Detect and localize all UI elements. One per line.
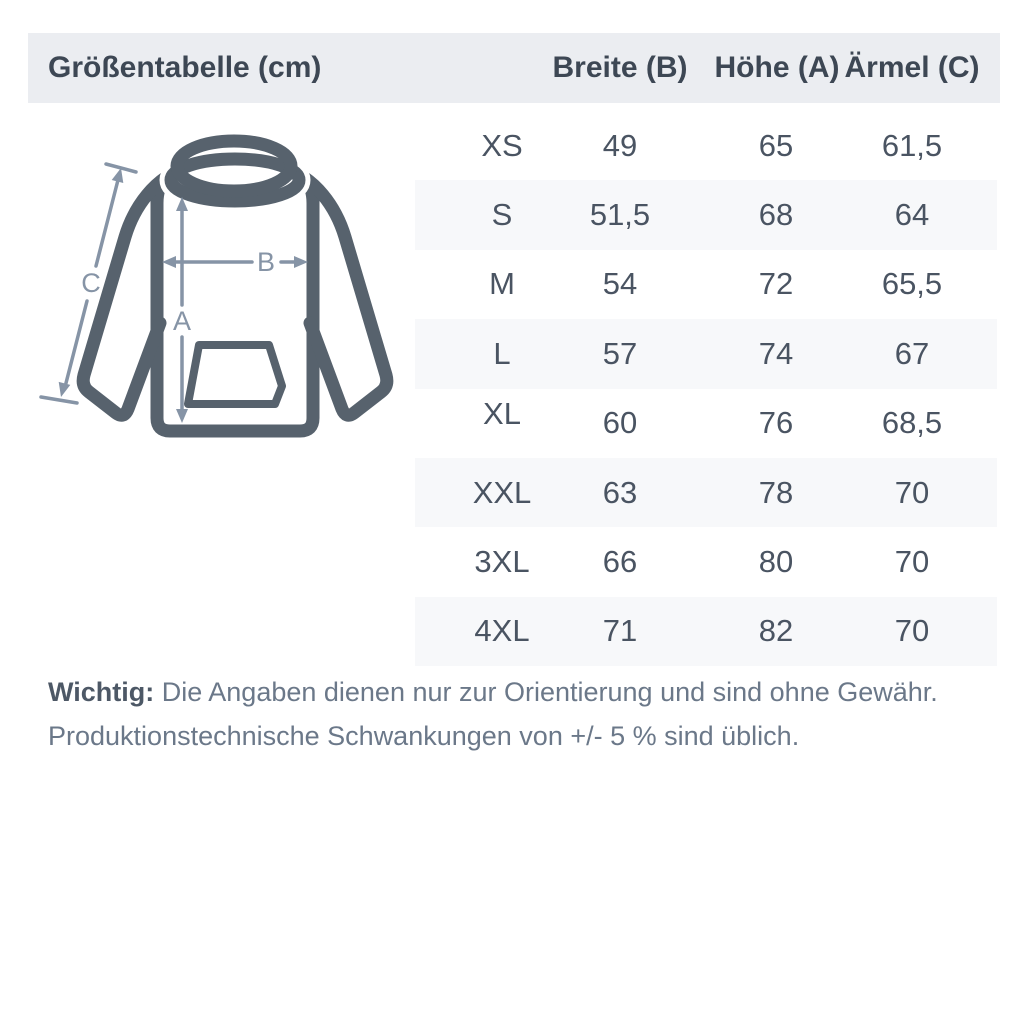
breite-value: 66 xyxy=(602,544,638,580)
aermel-value: 70 xyxy=(894,544,930,580)
dimension-label-a: A xyxy=(172,306,192,336)
breite-value: 51,5 xyxy=(589,197,651,233)
hoehe-value: 80 xyxy=(758,544,794,580)
dimension-arrow-b xyxy=(162,247,308,277)
size-label: XL xyxy=(483,396,521,432)
aermel-value: 70 xyxy=(894,474,930,510)
size-label: XS xyxy=(481,127,523,163)
table-row-xxl xyxy=(415,458,997,527)
hoehe-value: 74 xyxy=(758,335,794,371)
dimension-label-b: B xyxy=(256,247,276,277)
breite-value: 57 xyxy=(602,335,638,371)
breite-value: 49 xyxy=(602,127,638,163)
table-row-l xyxy=(415,319,997,388)
aermel-value: 68,5 xyxy=(881,405,943,441)
hoodie-measurement-diagram xyxy=(35,125,405,455)
aermel-value: 64 xyxy=(894,197,930,233)
table-row-4xl xyxy=(415,597,997,666)
hoehe-value: 82 xyxy=(758,613,794,649)
breite-value: 54 xyxy=(602,266,638,302)
dimension-label-c: C xyxy=(81,268,101,298)
hoodie-pocket xyxy=(188,345,282,404)
table-row-xs xyxy=(415,111,997,180)
aermel-value: 65,5 xyxy=(881,266,943,302)
table-row-m xyxy=(415,250,997,319)
size-label: M xyxy=(489,266,515,302)
size-label: 3XL xyxy=(474,544,530,580)
size-table xyxy=(415,111,997,666)
hoehe-value: 68 xyxy=(758,197,794,233)
column-header-hoehe: Höhe (A) xyxy=(714,51,840,84)
size-label: XXL xyxy=(472,474,532,510)
breite-value: 63 xyxy=(602,474,638,510)
column-header-aermel: Ärmel (C) xyxy=(844,51,980,84)
table-row-3xl xyxy=(415,527,997,596)
hoehe-value: 78 xyxy=(758,474,794,510)
breite-value: 60 xyxy=(602,405,638,441)
aermel-value: 67 xyxy=(894,335,930,371)
hoehe-value: 65 xyxy=(758,127,794,163)
aermel-value: 61,5 xyxy=(881,127,943,163)
page-title: Größentabelle (cm) xyxy=(48,51,322,84)
table-header-bar xyxy=(28,33,1000,103)
hoodie-right-sleeve xyxy=(284,168,387,415)
disclaimer-note xyxy=(48,670,978,758)
hoehe-value: 72 xyxy=(758,266,794,302)
disclaimer-line1: Die Angaben dienen nur zur Orientierung und sind ohne Gewähr. xyxy=(161,677,938,707)
hoehe-value: 76 xyxy=(758,405,794,441)
table-row-xl xyxy=(415,389,997,458)
aermel-value: 70 xyxy=(894,613,930,649)
column-header-breite: Breite (B) xyxy=(552,51,688,84)
hoodie-illustration xyxy=(35,125,405,455)
size-label: L xyxy=(493,335,511,371)
breite-value: 71 xyxy=(602,613,638,649)
table-row-s xyxy=(415,180,997,249)
important-label: Wichtig: xyxy=(48,677,155,707)
size-label: S xyxy=(491,197,513,233)
size-label: 4XL xyxy=(474,613,530,649)
disclaimer-line2: Produktionstechnische Schwankungen von +/- 5 % sind üblich. xyxy=(48,721,800,751)
